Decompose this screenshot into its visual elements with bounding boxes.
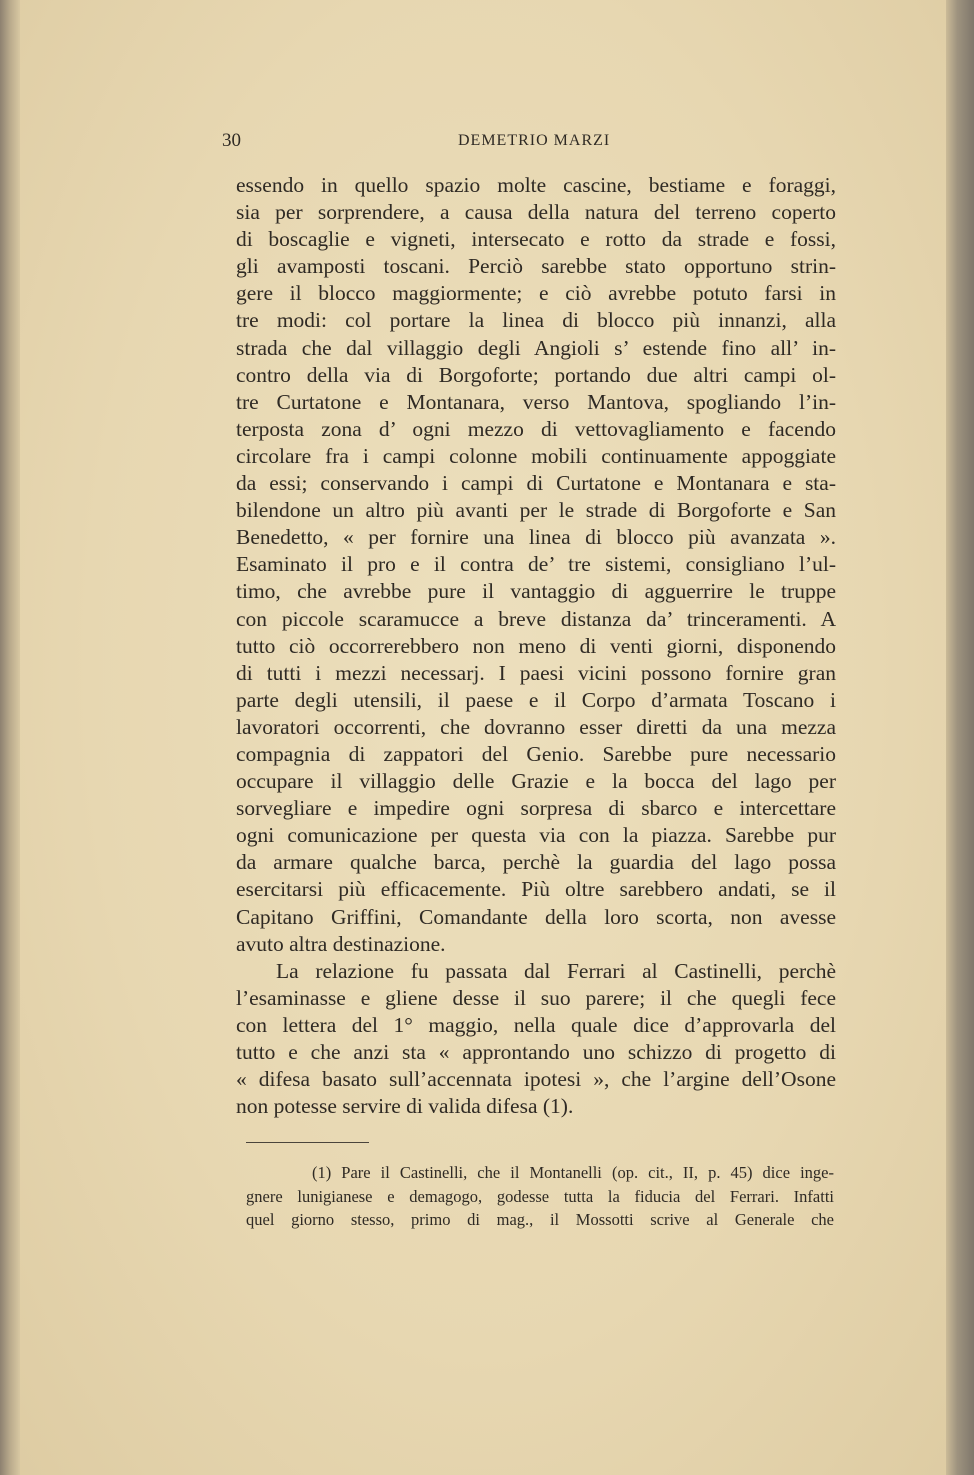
text-line: Benedetto, « per fornire una linea di blocco più avanzata ». bbox=[236, 525, 836, 550]
text-line: bilendone un altro più avanti per le strade di Borgoforte e San bbox=[236, 498, 836, 523]
page-left-edge bbox=[0, 0, 20, 1475]
text-line: sorvegliare e impedire ogni sorpresa di sbarco e intercettare bbox=[236, 796, 836, 821]
text-line: tre modi: col portare la linea di blocco più innanzi, alla bbox=[236, 308, 836, 333]
page-header bbox=[222, 130, 842, 156]
text-line: con lettera del 1° maggio, nella quale dice d’approvarla del bbox=[236, 1012, 836, 1037]
footnote-line: quel giorno stesso, primo di mag., il Mossotti scrive al Generale che bbox=[246, 1210, 834, 1229]
footnotes bbox=[246, 1161, 834, 1232]
text-line: tutto ciò occorrerebbero non meno di venti giorni, disponendo bbox=[236, 633, 836, 658]
text-line: avuto altra destinazione. bbox=[236, 931, 446, 956]
text-line: timo, che avrebbe pure il vantaggio di agguerrire le truppe bbox=[236, 579, 836, 604]
paragraph bbox=[236, 958, 836, 1121]
footnote-line: (1) Pare il Castinelli, che il Montanelli (op. cit., II, p. 45) dice inge- bbox=[312, 1163, 834, 1182]
paragraph bbox=[236, 172, 836, 958]
text-line: esercitarsi più efficacemente. Più oltre sarebbero andati, se il bbox=[236, 877, 836, 902]
footnote-separator bbox=[246, 1142, 369, 1143]
text-line: Capitano Griffini, Comandante della loro scorta, non avesse bbox=[236, 904, 836, 929]
text-line: tutto e che anzi sta « approntando uno schizzo di progetto di bbox=[236, 1040, 836, 1064]
text-line: gere il blocco maggiormente; e ciò avrebbe potuto farsi in bbox=[236, 281, 836, 306]
text-line: La relazione fu passata dal Ferrari al Castinelli, perchè bbox=[276, 958, 836, 983]
text-line: compagnia di zappatori del Genio. Sarebbe pure necessario bbox=[236, 741, 836, 766]
text-line: gli avamposti toscani. Perciò sarebbe stato opportuno strin- bbox=[236, 254, 836, 279]
text-line: circolare fra i campi colonne mobili continuamente appoggiate bbox=[236, 443, 836, 468]
text-line: terposta zona d’ ogni mezzo di vettovagliamento e facendo bbox=[236, 416, 836, 441]
text-line: Esaminato il pro e il contra de’ tre sistemi, consigliano l’ul- bbox=[236, 552, 836, 577]
text-line: essendo in quello spazio molte cascine, bestiame e foraggi, bbox=[236, 173, 836, 197]
text-line: da armare qualche barca, perchè la guardia del lago possa bbox=[236, 850, 836, 875]
text-line: ogni comunicazione per questa via con la piazza. Sarebbe pur bbox=[236, 823, 836, 848]
text-line: parte degli utensili, il paese e il Corpo d’armata Toscano i bbox=[236, 687, 836, 712]
footnote-line: gnere lunigianese e demagogo, godesse tutta la fiducia del Ferrari. Infatti bbox=[246, 1186, 834, 1206]
text-line: « difesa basato sull’accennata ipotesi », che l’argine dell’Osone bbox=[236, 1067, 836, 1092]
text-line: strada che dal villaggio degli Angioli s’ estende fino all’ in- bbox=[236, 335, 836, 360]
text-line: lavoratori occorrenti, che dovranno esser diretti da una mezza bbox=[236, 714, 836, 739]
text-line: di tutti i mezzi necessarj. I paesi vicini possono fornire gran bbox=[236, 660, 836, 685]
page-right-edge bbox=[946, 0, 974, 1475]
page-number: 30 bbox=[222, 130, 241, 151]
text-line: sia per sorprendere, a causa della natura del terreno coperto bbox=[236, 200, 836, 225]
running-head: DEMETRIO MARZI bbox=[458, 132, 611, 149]
text-line: l’esaminasse e gliene desse il suo parere; il che quegli fece bbox=[236, 985, 836, 1010]
text-line: contro della via di Borgoforte; portando due altri campi ol- bbox=[236, 362, 836, 387]
text-line: non potesse servire di valida difesa (1). bbox=[236, 1094, 574, 1119]
text-line: con piccole scaramucce a breve distanza da’ trinceramenti. A bbox=[236, 606, 836, 631]
text-line: da essi; conservando i campi di Curtatone e Montanara e sta- bbox=[236, 471, 836, 496]
text-line: di boscaglie e vigneti, intersecato e rotto da strade e fossi, bbox=[236, 227, 836, 252]
text-line: occupare il villaggio delle Grazie e la bocca del lago per bbox=[236, 769, 836, 794]
text-line: tre Curtatone e Montanara, verso Mantova, spogliando l’in- bbox=[236, 389, 836, 414]
main-text bbox=[236, 172, 836, 1120]
